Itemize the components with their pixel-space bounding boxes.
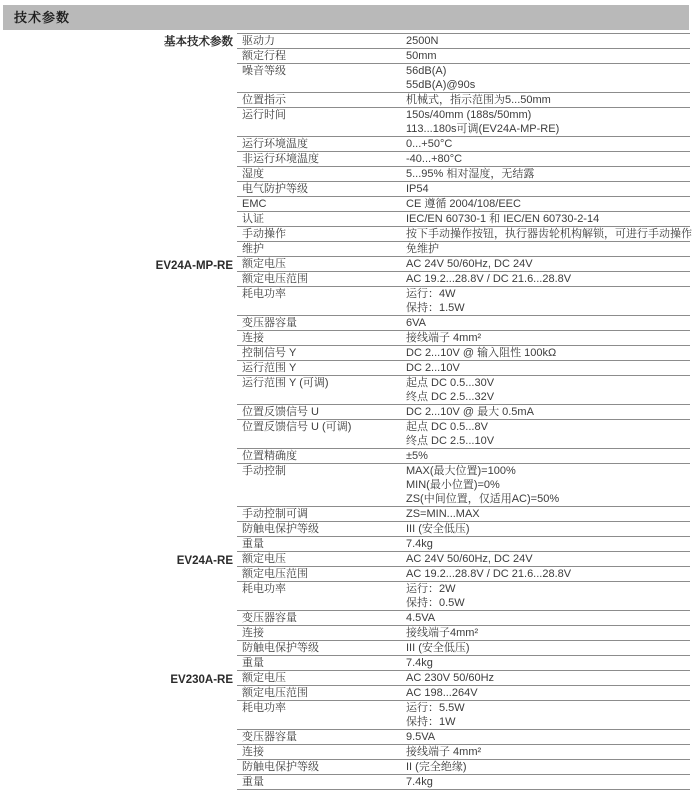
table-row: [237, 257, 690, 272]
param-name: 连接: [242, 627, 264, 639]
param-value: 7.4kg: [406, 776, 433, 788]
section-header-bar: [3, 5, 689, 30]
table-row: [237, 316, 690, 331]
param-value: IP54: [406, 183, 429, 195]
param-name: 重量: [242, 657, 264, 669]
table-row: [237, 671, 690, 686]
param-value: 0...+50°C: [406, 138, 453, 150]
table-row: [237, 212, 690, 227]
param-value: 终点 DC 2.5...10V: [406, 435, 495, 447]
param-name: 控制信号 Y: [242, 347, 297, 359]
param-value-cell: [406, 108, 690, 136]
param-name: 运行范围 Y: [242, 362, 297, 374]
table-row: [237, 641, 690, 656]
param-value: AC 24V 50/60Hz, DC 24V: [406, 258, 533, 270]
param-name: 防触电保护等级: [242, 523, 319, 535]
param-value: 机械式，指示范围为5...50mm: [406, 94, 551, 106]
param-value: AC 19.2...28.8V / DC 21.6...28.8V: [406, 568, 572, 580]
param-value: 接线端子 4mm²: [406, 746, 482, 758]
param-name: 运行时间: [242, 109, 286, 121]
param-value: 55dB(A)@90s: [406, 79, 476, 91]
param-value-cell: [406, 272, 690, 286]
param-value: 终点 DC 2.5...32V: [406, 391, 495, 403]
param-value-cell: [406, 212, 690, 226]
param-value-cell: [406, 197, 690, 211]
table-row: [237, 167, 690, 182]
param-name: 防触电保护等级: [242, 642, 319, 654]
param-value-cell: [406, 227, 690, 241]
section-label: EV24A-RE: [176, 555, 233, 567]
param-name: 手动控制: [242, 465, 286, 477]
section-label: EV230A-RE: [170, 674, 233, 686]
param-value: 运行：2W: [406, 583, 456, 595]
param-name: 噪音等级: [242, 65, 286, 77]
param-value-cell: [406, 257, 690, 271]
param-value: 2500N: [406, 35, 439, 47]
param-name: 运行环境温度: [242, 138, 308, 150]
param-value-cell: [406, 449, 690, 463]
table-row: [237, 582, 690, 611]
param-name: 电气防护等级: [242, 183, 308, 195]
page-title: 技术参数: [14, 10, 71, 25]
param-value: MIN(最小位置)=0%: [406, 479, 500, 491]
spec-section: [0, 257, 690, 552]
param-value: ZS(中间位置，仅适用AC)=50%: [406, 493, 560, 505]
param-name: 防触电保护等级: [242, 761, 319, 773]
param-value: 接线端子4mm²: [406, 627, 479, 639]
param-name: 额定电压范围: [242, 687, 308, 699]
param-value-cell: [406, 626, 690, 640]
param-name: 位置指示: [242, 94, 286, 106]
param-value-cell: [406, 405, 690, 419]
param-name: 额定行程: [242, 50, 286, 62]
param-value: 保持：0.5W: [406, 597, 465, 609]
param-name: 非运行环境温度: [242, 153, 319, 165]
table-row: [237, 760, 690, 775]
param-value: 保持：1W: [406, 716, 456, 728]
param-value-cell: [406, 49, 690, 63]
param-name: 变压器容量: [242, 612, 297, 624]
table-row: [237, 775, 690, 790]
table-row: [237, 49, 690, 64]
spec-table: [0, 33, 690, 790]
param-name: 认证: [242, 213, 264, 225]
param-value: 9.5VA: [406, 731, 436, 743]
param-value: 7.4kg: [406, 538, 433, 550]
table-row: [237, 745, 690, 760]
param-value: 运行：4W: [406, 288, 456, 300]
section-label: EV24A-MP-RE: [155, 260, 233, 272]
param-value-cell: [406, 64, 690, 92]
table-row: [237, 567, 690, 582]
param-value: DC 2...10V @ 最大 0.5mA: [406, 406, 534, 418]
table-row: [237, 552, 690, 567]
param-value-cell: [406, 745, 690, 759]
param-name: 位置反馈信号 U: [242, 406, 319, 418]
param-value-cell: [406, 730, 690, 744]
section-label: 基本技术参数: [164, 36, 233, 48]
param-value: 运行：5.5W: [406, 702, 465, 714]
param-name: 重量: [242, 538, 264, 550]
table-row: [237, 449, 690, 464]
table-row: [237, 182, 690, 197]
param-value: 6VA: [406, 317, 426, 329]
param-name: 维护: [242, 243, 264, 255]
param-value-cell: [406, 671, 690, 685]
param-name: 位置精确度: [242, 450, 297, 462]
param-value-cell: [406, 701, 690, 729]
param-value: AC 19.2...28.8V / DC 21.6...28.8V: [406, 273, 572, 285]
param-value-cell: [406, 582, 690, 610]
table-row: [237, 108, 690, 137]
spec-section: [0, 552, 690, 671]
param-name: 变压器容量: [242, 317, 297, 329]
table-row: [237, 242, 690, 257]
param-value-cell: [406, 331, 690, 345]
param-value: 接线端子 4mm²: [406, 332, 482, 344]
param-value-cell: [406, 152, 690, 166]
table-row: [237, 287, 690, 316]
param-value-cell: [406, 182, 690, 196]
param-value-cell: [406, 242, 690, 256]
param-value: AC 198...264V: [406, 687, 478, 699]
table-row: [237, 507, 690, 522]
section-rows: [237, 552, 690, 671]
param-value: AC 24V 50/60Hz, DC 24V: [406, 553, 533, 565]
spec-section: [0, 33, 690, 257]
param-value: 7.4kg: [406, 657, 433, 669]
param-name: 耗电功率: [242, 288, 286, 300]
spec-section: [0, 671, 690, 790]
param-value-cell: [406, 552, 690, 566]
param-name: 手动操作: [242, 228, 286, 240]
param-value: 150s/40mm (188s/50mm): [406, 109, 532, 121]
param-value: III (安全低压): [406, 523, 470, 535]
param-name: 运行范围 Y (可调): [242, 377, 329, 389]
param-name: 位置反馈信号 U (可调): [242, 421, 352, 433]
table-row: [237, 730, 690, 745]
param-value-cell: [406, 760, 690, 774]
table-row: [237, 420, 690, 449]
table-row: [237, 537, 690, 552]
param-value-cell: [406, 522, 690, 536]
param-name: 湿度: [242, 168, 264, 180]
table-row: [237, 656, 690, 671]
param-value-cell: [406, 167, 690, 181]
param-value: 56dB(A): [406, 65, 447, 77]
table-row: [237, 376, 690, 405]
table-row: [237, 522, 690, 537]
param-value: 按下手动操作按钮，执行器齿轮机构解锁，可进行手动操作: [406, 228, 692, 240]
param-value-cell: [406, 93, 690, 107]
section-rows: [237, 257, 690, 552]
param-name: 耗电功率: [242, 583, 286, 595]
table-row: [237, 331, 690, 346]
param-value-cell: [406, 346, 690, 360]
param-value: DC 2...10V: [406, 362, 460, 374]
param-value-cell: [406, 537, 690, 551]
table-row: [237, 346, 690, 361]
param-value: IEC/EN 60730-1 和 IEC/EN 60730-2-14: [406, 213, 600, 225]
param-value: 5...95% 相对湿度，无结露: [406, 168, 535, 180]
param-value-cell: [406, 361, 690, 375]
param-name: 手动控制可调: [242, 508, 308, 520]
param-value-cell: [406, 287, 690, 315]
param-value-cell: [406, 775, 690, 789]
param-value: 4.5VA: [406, 612, 436, 624]
param-value: 起点 DC 0.5...30V: [406, 377, 495, 389]
param-value-cell: [406, 34, 690, 48]
param-value-cell: [406, 316, 690, 330]
param-value: DC 2...10V @ 输入阻性 100kΩ: [406, 347, 557, 359]
param-value-cell: [406, 611, 690, 625]
param-name: 额定电压: [242, 553, 286, 565]
param-name: 额定电压: [242, 672, 286, 684]
param-value-cell: [406, 376, 690, 404]
param-value: CE 遵循 2004/108/EEC: [406, 198, 521, 210]
param-value: II (完全绝缘): [406, 761, 467, 773]
param-value-cell: [406, 567, 690, 581]
param-name: 变压器容量: [242, 731, 297, 743]
param-name: 额定电压范围: [242, 273, 308, 285]
param-value-cell: [406, 686, 690, 700]
table-row: [237, 405, 690, 420]
param-name: EMC: [242, 198, 267, 210]
section-rows: [237, 671, 690, 790]
param-value-cell: [406, 137, 690, 151]
table-row: [237, 686, 690, 701]
param-name: 重量: [242, 776, 264, 788]
param-value-cell: [406, 464, 690, 506]
table-row: [237, 152, 690, 167]
param-value: III (安全低压): [406, 642, 470, 654]
param-value: 保持：1.5W: [406, 302, 465, 314]
table-row: [237, 227, 690, 242]
param-name: 耗电功率: [242, 702, 286, 714]
param-value: ±5%: [406, 450, 428, 462]
param-value-cell: [406, 641, 690, 655]
param-value: AC 230V 50/60Hz: [406, 672, 495, 684]
param-value-cell: [406, 507, 690, 521]
table-row: [237, 272, 690, 287]
param-value: 113...180s可调(EV24A-MP-RE): [406, 123, 560, 135]
table-row: [237, 197, 690, 212]
param-value-cell: [406, 420, 690, 448]
table-row: [237, 137, 690, 152]
table-row: [237, 64, 690, 93]
table-row: [237, 33, 690, 49]
param-value: MAX(最大位置)=100%: [406, 465, 516, 477]
param-name: 连接: [242, 332, 264, 344]
param-name: 驱动力: [242, 35, 275, 47]
table-row: [237, 464, 690, 507]
section-rows: [237, 33, 690, 257]
param-value: 起点 DC 0.5...8V: [406, 421, 488, 433]
param-name: 额定电压: [242, 258, 286, 270]
table-row: [237, 361, 690, 376]
param-value: -40...+80°C: [406, 153, 463, 165]
table-row: [237, 93, 690, 108]
table-row: [237, 626, 690, 641]
table-row: [237, 611, 690, 626]
param-value: 50mm: [406, 50, 437, 62]
param-value-cell: [406, 656, 690, 670]
param-value: 免维护: [406, 243, 439, 255]
param-value: ZS=MIN...MAX: [406, 508, 480, 520]
table-row: [237, 701, 690, 730]
param-name: 额定电压范围: [242, 568, 308, 580]
param-name: 连接: [242, 746, 264, 758]
